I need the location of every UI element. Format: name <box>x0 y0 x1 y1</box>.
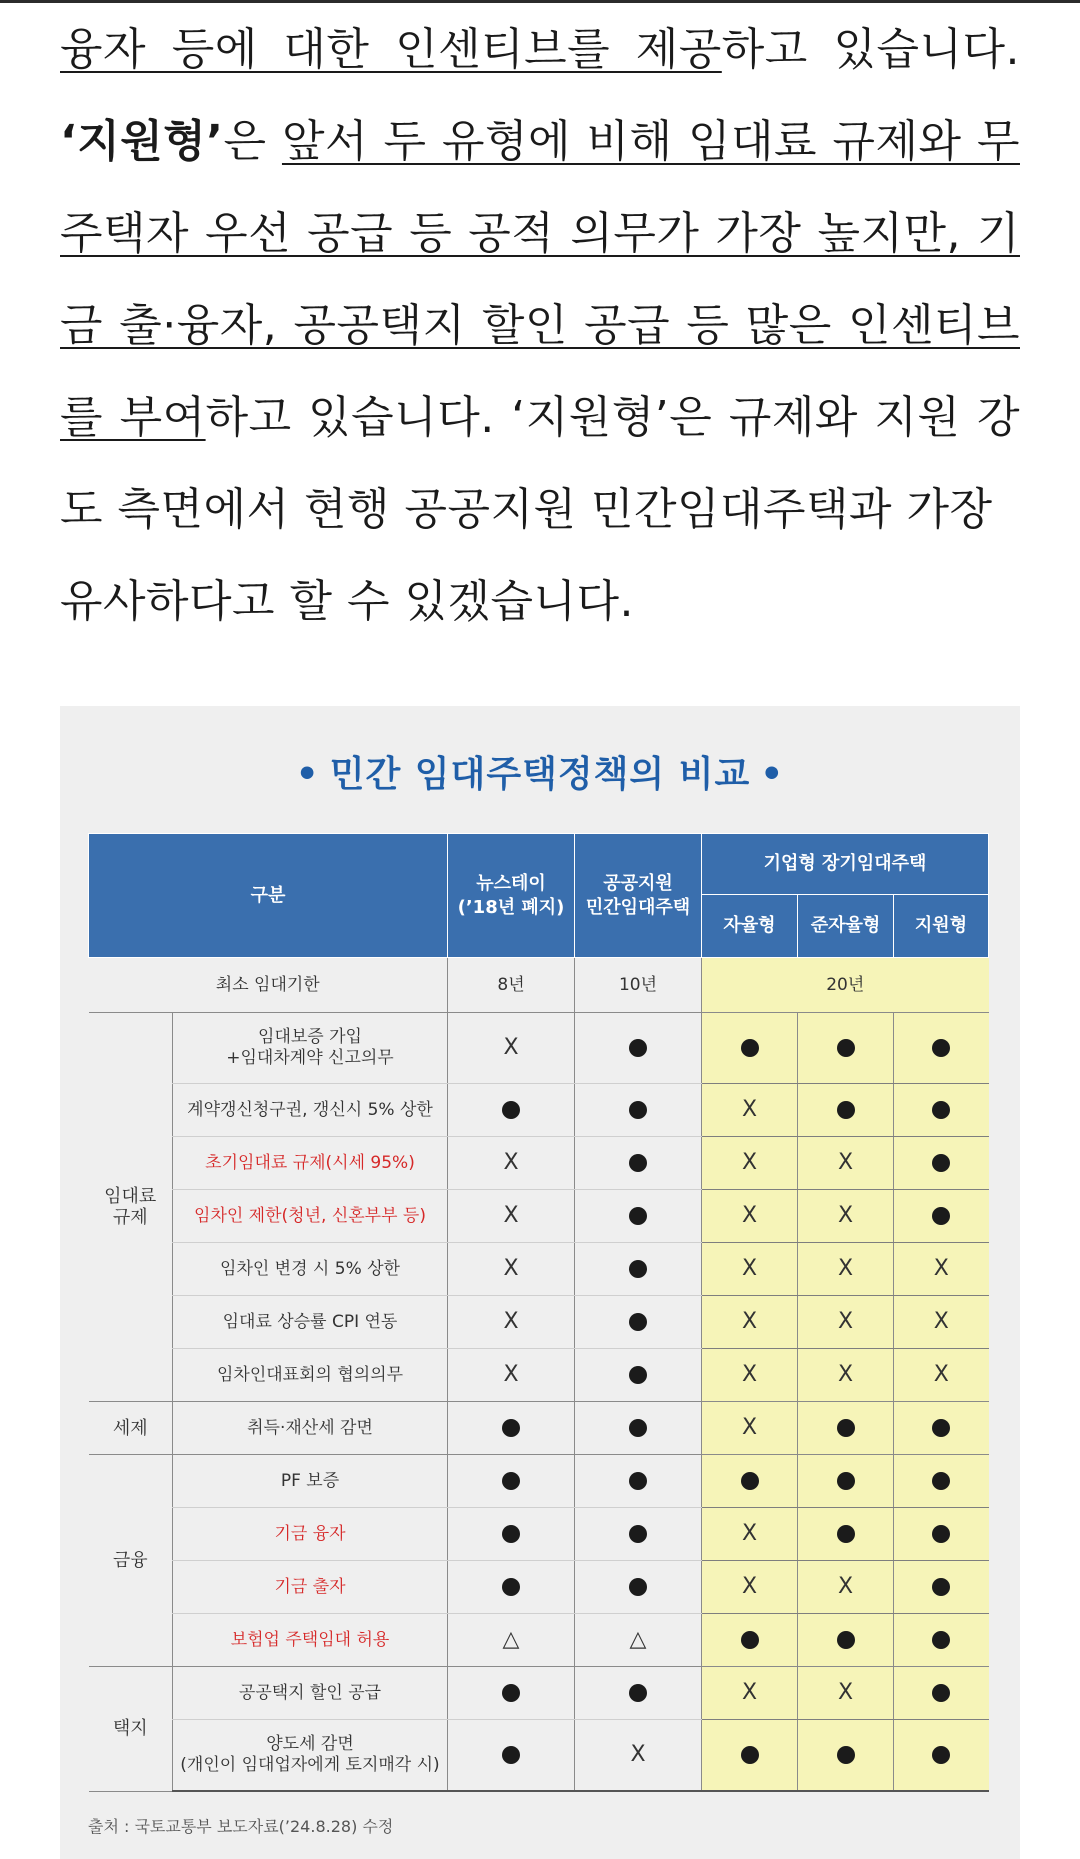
table-row-min-period <box>89 958 989 1013</box>
row-item-label <box>173 1084 448 1137</box>
table-cell <box>894 1561 989 1614</box>
article-segment: ‘지원형’ <box>60 116 224 167</box>
x-mark-icon: X <box>837 1573 854 1599</box>
group-label-line: 임대료 <box>104 1186 157 1207</box>
table-row <box>89 1243 989 1296</box>
table-cell <box>798 1720 894 1792</box>
row-item-line: +임대차계약 신고의무 <box>226 1048 394 1068</box>
table-row <box>89 1349 989 1402</box>
row-item-label <box>173 1720 448 1792</box>
filled-circle-icon <box>932 1154 950 1172</box>
title-bullet-left: • <box>295 754 320 795</box>
row-item-line: 양도세 감면 <box>266 1734 354 1754</box>
table-cell <box>894 1455 989 1508</box>
row-item-line: 기금 출자 <box>274 1576 346 1597</box>
min-period-newstay: 8년 <box>448 958 575 1013</box>
x-mark-icon: X <box>741 1149 758 1175</box>
table-row <box>89 1190 989 1243</box>
group-label <box>89 1402 173 1455</box>
x-mark-icon: X <box>837 1255 854 1281</box>
filled-circle-icon <box>629 1525 647 1543</box>
group-label-line: 규제 <box>112 1207 148 1228</box>
article-segment: 하고 있습니다. <box>721 24 1020 75</box>
x-mark-icon: X <box>741 1096 758 1122</box>
article-segment: 를 부여 <box>60 392 206 443</box>
x-mark-icon: X <box>503 1308 519 1334</box>
filled-circle-icon <box>837 1039 855 1057</box>
row-item-label <box>173 1243 448 1296</box>
filled-circle-icon <box>502 1525 520 1543</box>
table-cell <box>798 1455 894 1508</box>
table-cell <box>702 1296 798 1349</box>
table-cell <box>575 1614 702 1667</box>
title-text: 민간 임대주택정책의 비교 <box>329 754 751 795</box>
table-cell <box>702 1667 798 1720</box>
table-cell <box>448 1084 575 1137</box>
table-row <box>89 1084 989 1137</box>
table-cell <box>702 1190 798 1243</box>
table-cell <box>894 1296 989 1349</box>
table-cell <box>798 1243 894 1296</box>
group-label-line: 금융 <box>112 1550 148 1571</box>
table-cell <box>575 1243 702 1296</box>
row-item-line: PF 보증 <box>280 1470 340 1491</box>
group-label-line: 택지 <box>112 1718 148 1740</box>
table-cell <box>894 1720 989 1792</box>
filled-circle-icon <box>932 1101 950 1119</box>
group-label <box>89 1667 173 1792</box>
x-mark-icon: X <box>837 1149 854 1175</box>
filled-circle-icon <box>629 1684 647 1702</box>
group-label <box>89 1455 173 1667</box>
article-segment: 금 출·융자, 공공택지 할인 공급 등 많은 인센티브 <box>60 300 1020 351</box>
group-label-line: 세제 <box>112 1417 148 1439</box>
filled-circle-icon <box>932 1684 950 1702</box>
x-mark-icon: X <box>933 1255 949 1281</box>
table-cell <box>894 1243 989 1296</box>
table-cell <box>575 1084 702 1137</box>
row-item-label <box>173 1190 448 1243</box>
table-cell <box>894 1402 989 1455</box>
table-cell <box>575 1667 702 1720</box>
table-cell <box>702 1402 798 1455</box>
header-autonomous: 자율형 <box>702 895 798 958</box>
filled-circle-icon <box>502 1101 520 1119</box>
row-item-line: 초기임대료 규제(시세 95%) <box>205 1152 415 1173</box>
article-text <box>60 4 1020 648</box>
row-item-label <box>173 1508 448 1561</box>
table-cell <box>798 1561 894 1614</box>
x-mark-icon: X <box>503 1361 519 1387</box>
table-cell <box>575 1720 702 1792</box>
table-row <box>89 1667 989 1720</box>
row-item-line: 임차인 변경 시 5% 상한 <box>220 1258 400 1279</box>
table-cell <box>894 1084 989 1137</box>
table-cell <box>448 1720 575 1792</box>
table-cell <box>448 1349 575 1402</box>
filled-circle-icon <box>629 1260 647 1278</box>
x-mark-icon: X <box>741 1414 758 1440</box>
filled-circle-icon <box>932 1472 950 1490</box>
x-mark-icon: X <box>837 1202 854 1228</box>
table-cell <box>702 1137 798 1190</box>
row-item-label <box>173 1614 448 1667</box>
title-bullet-right: • <box>760 754 785 795</box>
filled-circle-icon <box>741 1039 759 1057</box>
filled-circle-icon <box>502 1419 520 1437</box>
table-cell <box>798 1349 894 1402</box>
table-cell <box>448 1455 575 1508</box>
table-cell <box>448 1402 575 1455</box>
table-cell <box>798 1084 894 1137</box>
row-item-label <box>173 1137 448 1190</box>
table-cell <box>575 1296 702 1349</box>
table-cell <box>798 1190 894 1243</box>
article-segment: 앞서 두 유형에 비해 임대료 규제와 무 <box>281 116 1020 167</box>
filled-circle-icon <box>837 1419 855 1437</box>
article-line <box>60 4 1020 96</box>
filled-circle-icon <box>932 1631 950 1649</box>
table-row <box>89 1013 989 1084</box>
table-cell <box>798 1013 894 1084</box>
filled-circle-icon <box>932 1039 950 1057</box>
table-cell <box>798 1667 894 1720</box>
min-period-public: 10년 <box>575 958 702 1013</box>
header-public <box>575 834 702 958</box>
table-cell <box>575 1508 702 1561</box>
article-segment: 유사하다고 할 수 있겠습니다. <box>60 576 634 627</box>
x-mark-icon: X <box>837 1679 854 1705</box>
article-line <box>60 96 1020 188</box>
table-cell <box>798 1296 894 1349</box>
filled-circle-icon <box>837 1472 855 1490</box>
header-semi-autonomous: 준자율형 <box>798 895 894 958</box>
header-newstay-note: (’18년 폐지) <box>457 896 565 918</box>
x-mark-icon: X <box>741 1520 758 1546</box>
header-category: 구분 <box>89 834 448 958</box>
x-mark-icon: X <box>741 1255 758 1281</box>
table-cell <box>448 1561 575 1614</box>
table-row <box>89 1614 989 1667</box>
x-mark-icon: X <box>503 1149 519 1175</box>
filled-circle-icon <box>629 1313 647 1331</box>
table-cell <box>894 1349 989 1402</box>
table-cell <box>448 1667 575 1720</box>
group-label <box>89 1013 173 1402</box>
header-supported: 지원형 <box>894 895 989 958</box>
row-item-label <box>173 1455 448 1508</box>
table-cell <box>894 1508 989 1561</box>
table-cell <box>448 1190 575 1243</box>
filled-circle-icon <box>837 1525 855 1543</box>
table-row <box>89 1296 989 1349</box>
table-cell <box>798 1614 894 1667</box>
filled-circle-icon <box>629 1101 647 1119</box>
table-row <box>89 1455 989 1508</box>
header-newstay-name: 뉴스테이 <box>476 872 546 894</box>
row-item-label <box>173 1349 448 1402</box>
source-note: 출처 : 국토교통부 보도자료(’24.8.28) 수정 <box>88 1817 394 1836</box>
table-cell <box>448 1508 575 1561</box>
table-cell <box>702 1561 798 1614</box>
table-cell <box>702 1508 798 1561</box>
filled-circle-icon <box>932 1525 950 1543</box>
article-line <box>60 280 1020 372</box>
table-cell <box>448 1296 575 1349</box>
table-row <box>89 1561 989 1614</box>
row-item-label <box>173 1402 448 1455</box>
table-cell <box>448 1243 575 1296</box>
table-cell <box>702 1720 798 1792</box>
x-mark-icon: X <box>630 1741 646 1767</box>
row-item-line: 보험업 주택임대 허용 <box>230 1629 390 1650</box>
filled-circle-icon <box>502 1746 520 1764</box>
header-public-line1: 공공지원 <box>603 872 673 894</box>
table-cell <box>702 1614 798 1667</box>
filled-circle-icon <box>629 1039 647 1057</box>
table-cell <box>798 1402 894 1455</box>
filled-circle-icon <box>629 1207 647 1225</box>
article-line <box>60 464 1020 556</box>
x-mark-icon: X <box>741 1361 758 1387</box>
row-item-line: 임차인 제한(청년, 신혼부부 등) <box>194 1205 426 1226</box>
infographic-title <box>60 746 1020 797</box>
filled-circle-icon <box>932 1419 950 1437</box>
filled-circle-icon <box>502 1578 520 1596</box>
article-line <box>60 372 1020 464</box>
row-item-label <box>173 1296 448 1349</box>
article-segment: 하고 있습니다. ‘지원형’은 규제와 지원 강 <box>205 392 1020 443</box>
table-cell <box>575 1137 702 1190</box>
row-item-line: 임대료 상승률 CPI 연동 <box>222 1311 398 1332</box>
row-item-line: 기금 융자 <box>274 1523 346 1544</box>
row-item-line: 계약갱신청구권, 갱신시 5% 상한 <box>187 1099 433 1120</box>
filled-circle-icon <box>741 1746 759 1764</box>
header-newstay <box>448 834 575 958</box>
filled-circle-icon <box>932 1746 950 1764</box>
row-item-line: 취득·재산세 감면 <box>247 1417 373 1438</box>
top-divider <box>0 0 1080 3</box>
filled-circle-icon <box>629 1419 647 1437</box>
table-cell <box>575 1349 702 1402</box>
table-cell <box>702 1084 798 1137</box>
filled-circle-icon <box>837 1101 855 1119</box>
table-row <box>89 1720 989 1792</box>
row-item-label <box>173 1667 448 1720</box>
table-cell <box>575 1455 702 1508</box>
row-item-label <box>173 1561 448 1614</box>
table-cell <box>575 1190 702 1243</box>
table-cell <box>575 1561 702 1614</box>
header-public-line2: 민간임대주택 <box>585 896 691 918</box>
table-cell <box>798 1137 894 1190</box>
x-mark-icon: X <box>933 1308 949 1334</box>
table-cell <box>702 1243 798 1296</box>
filled-circle-icon <box>629 1472 647 1490</box>
table-cell <box>702 1349 798 1402</box>
filled-circle-icon <box>629 1578 647 1596</box>
filled-circle-icon <box>502 1684 520 1702</box>
filled-circle-icon <box>837 1631 855 1649</box>
article-segment: 주택자 우선 공급 등 공적 의무가 가장 높지만, 기 <box>60 208 1020 259</box>
x-mark-icon: X <box>503 1034 519 1060</box>
table-row <box>89 1137 989 1190</box>
table-cell <box>575 1013 702 1084</box>
table-row <box>89 1402 989 1455</box>
comparison-infographic <box>60 706 1020 1859</box>
table-cell <box>894 1667 989 1720</box>
table-cell <box>702 1013 798 1084</box>
filled-circle-icon <box>629 1366 647 1384</box>
filled-circle-icon <box>837 1746 855 1764</box>
table-cell <box>894 1190 989 1243</box>
x-mark-icon: X <box>503 1255 519 1281</box>
comparison-table <box>88 833 989 1792</box>
x-mark-icon: X <box>837 1308 854 1334</box>
table-cell <box>448 1137 575 1190</box>
x-mark-icon: X <box>933 1361 949 1387</box>
table-cell <box>894 1614 989 1667</box>
min-period-corp: 20년 <box>702 958 989 1013</box>
x-mark-icon: X <box>837 1361 854 1387</box>
row-item-line: 임대보증 가입 <box>258 1027 362 1047</box>
filled-circle-icon <box>932 1578 950 1596</box>
article-line <box>60 188 1020 280</box>
triangle-icon: △ <box>502 1626 520 1652</box>
table-cell <box>894 1137 989 1190</box>
table-cell <box>575 1402 702 1455</box>
x-mark-icon: X <box>503 1202 519 1228</box>
row-item-label <box>173 1013 448 1084</box>
article-line <box>60 556 1020 648</box>
table-row <box>89 1508 989 1561</box>
row-item-line: 임차인대표회의 협의의무 <box>216 1364 404 1385</box>
filled-circle-icon <box>932 1207 950 1225</box>
triangle-icon: △ <box>629 1626 647 1652</box>
header-corp: 기업형 장기임대주택 <box>702 834 989 895</box>
article-segment: 융자 등에 대한 인센티브를 제공 <box>60 24 722 75</box>
min-period-label: 최소 임대기한 <box>89 958 448 1013</box>
article-segment: 도 측면에서 현행 공공지원 민간임대주택과 가장 <box>60 484 993 535</box>
table-cell <box>798 1508 894 1561</box>
table-cell <box>448 1013 575 1084</box>
article-segment: 은 <box>223 116 282 167</box>
filled-circle-icon <box>629 1154 647 1172</box>
filled-circle-icon <box>741 1472 759 1490</box>
filled-circle-icon <box>741 1631 759 1649</box>
table-cell <box>702 1455 798 1508</box>
table-cell <box>894 1013 989 1084</box>
x-mark-icon: X <box>741 1679 758 1705</box>
row-item-line: 공공택지 할인 공급 <box>238 1682 382 1703</box>
x-mark-icon: X <box>741 1202 758 1228</box>
row-item-line: (개인이 임대업자에게 토지매각 시) <box>180 1755 440 1775</box>
x-mark-icon: X <box>741 1308 758 1334</box>
x-mark-icon: X <box>741 1573 758 1599</box>
filled-circle-icon <box>502 1472 520 1490</box>
table-cell <box>448 1614 575 1667</box>
